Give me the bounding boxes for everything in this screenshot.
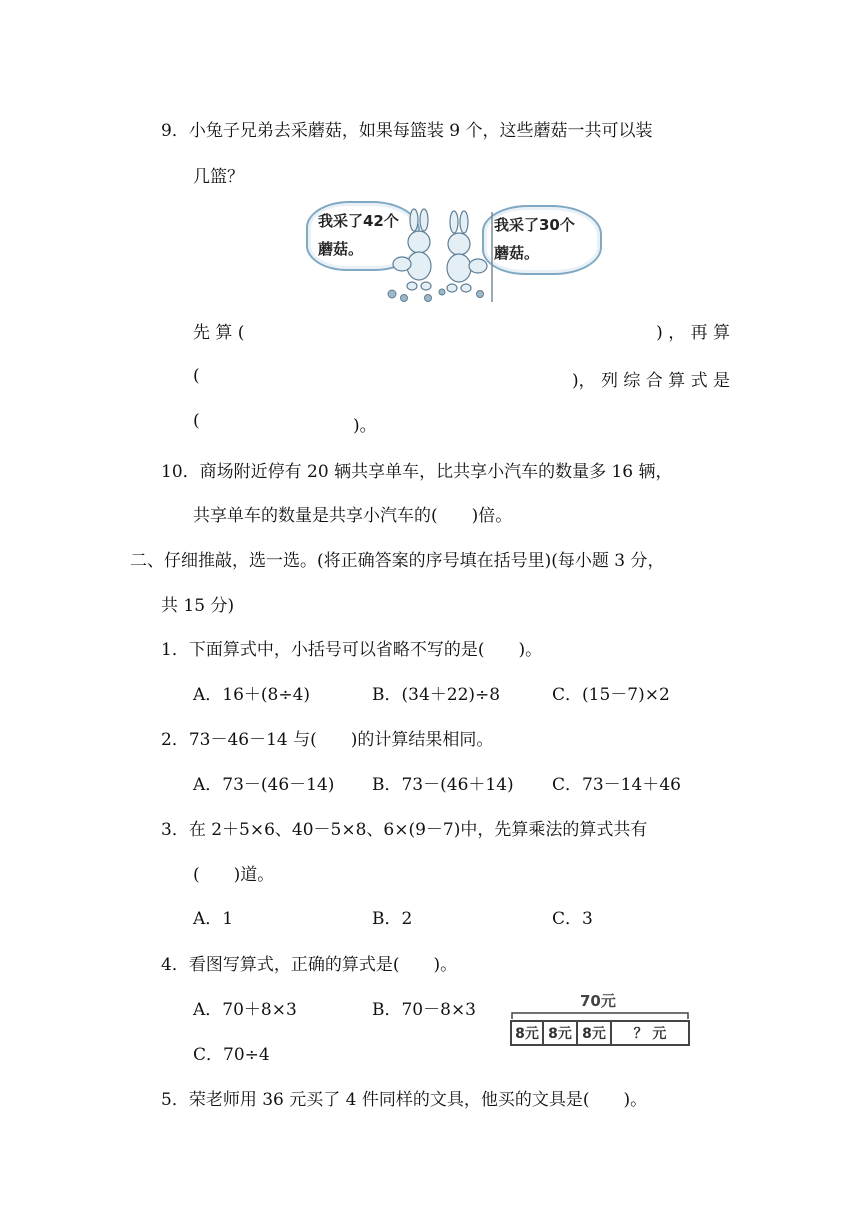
choice-q4-option-c: C．70÷4: [193, 1045, 270, 1065]
section2-heading-line1: 二、仔细推敲，选一选。(将正确答案的序号填在括号里)(每小题 3 分，: [130, 551, 665, 571]
q4-segment-diagram: [510, 990, 692, 1052]
q9-blank2-start: (: [193, 366, 200, 386]
choice-q2-option-c: C．73－14＋46: [552, 775, 681, 795]
choice-q2-stem: 2．73－46－14 与( )的计算结果相同。: [161, 730, 494, 750]
choice-q3-stem-line2: ( )道。: [193, 865, 275, 885]
choice-q5-stem: 5．荣老师用 36 元买了 4 件同样的文具，他买的文具是( )。: [161, 1090, 648, 1110]
q9-blank-row-2: [193, 366, 730, 391]
choice-q3-option-c: C．3: [552, 909, 593, 929]
q4-diagram-brace: [510, 1010, 692, 1020]
q4-diagram-segment-1: 8元: [512, 1022, 544, 1044]
choice-q1-option-c: C．(15－7)×2: [552, 685, 670, 705]
choice-q2-option-b: B．73－(46＋14): [372, 775, 514, 795]
q10-text-line1: 10．商场附近停有 20 辆共享单车，比共享小汽车的数量多 16 辆，: [161, 462, 673, 482]
q9-blank3-start: (: [193, 411, 200, 431]
section2-heading-line2: 共 15 分): [161, 596, 235, 616]
speech-bubble-right: [482, 205, 602, 275]
rabbit-brothers-illustration: [384, 208, 496, 304]
choice-q2-option-a: A．73－(46－14): [193, 775, 335, 795]
q9-blank1-end: ) ， 再 算: [656, 323, 730, 343]
choice-q1-stem: 1．下面算式中，小括号可以省略不写的是( )。: [161, 640, 543, 660]
q9-blank1-start: 先 算 (: [193, 323, 245, 343]
choice-q4-option-b: B．70－8×3: [372, 1000, 477, 1020]
speech-bubble-left-line1: 我采了42个: [318, 212, 399, 230]
q9-blank2-end: )， 列 综 合 算 式 是: [571, 371, 730, 391]
choice-q1-option-a: A．16＋(8÷4): [193, 685, 311, 705]
q4-diagram-segment-unknown: ？ 元: [633, 1026, 667, 1042]
speech-bubble-right-line2: 蘑菇。: [494, 244, 540, 262]
choice-q1-option-b: B．(34＋22)÷8: [372, 685, 501, 705]
q9-text-line1: 9．小兔子兄弟去采蘑菇，如果每篮装 9 个，这些蘑菇一共可以装: [161, 121, 653, 141]
choice-q3-option-a: A．1: [193, 909, 234, 929]
q9-text-line2: 几篮？: [193, 167, 244, 187]
choice-q4-stem: 4．看图写算式，正确的算式是( )。: [161, 955, 458, 975]
choice-q3-stem-line1: 3．在 2＋5×6、40－5×8、6×(9－7)中，先算乘法的算式共有: [161, 820, 648, 840]
q4-diagram-bar: [510, 1020, 690, 1046]
q9-blank3-end: )。: [353, 416, 377, 436]
q9-blank-row-1: [193, 318, 730, 343]
choice-q3-option-b: B．2: [372, 909, 413, 929]
choice-q4-option-a: A．70＋8×3: [193, 1000, 297, 1020]
speech-bubble-right-line1: 我采了30个: [494, 216, 575, 234]
q4-diagram-total-label: 70元: [580, 992, 616, 1010]
q4-diagram-segment-3: 8元: [578, 1022, 612, 1044]
q10-text-line2: 共享单车的数量是共享小汽车的( )倍。: [193, 506, 513, 526]
q4-diagram-segment-2: 8元: [544, 1022, 578, 1044]
speech-bubble-left-line2: 蘑菇。: [318, 240, 364, 258]
